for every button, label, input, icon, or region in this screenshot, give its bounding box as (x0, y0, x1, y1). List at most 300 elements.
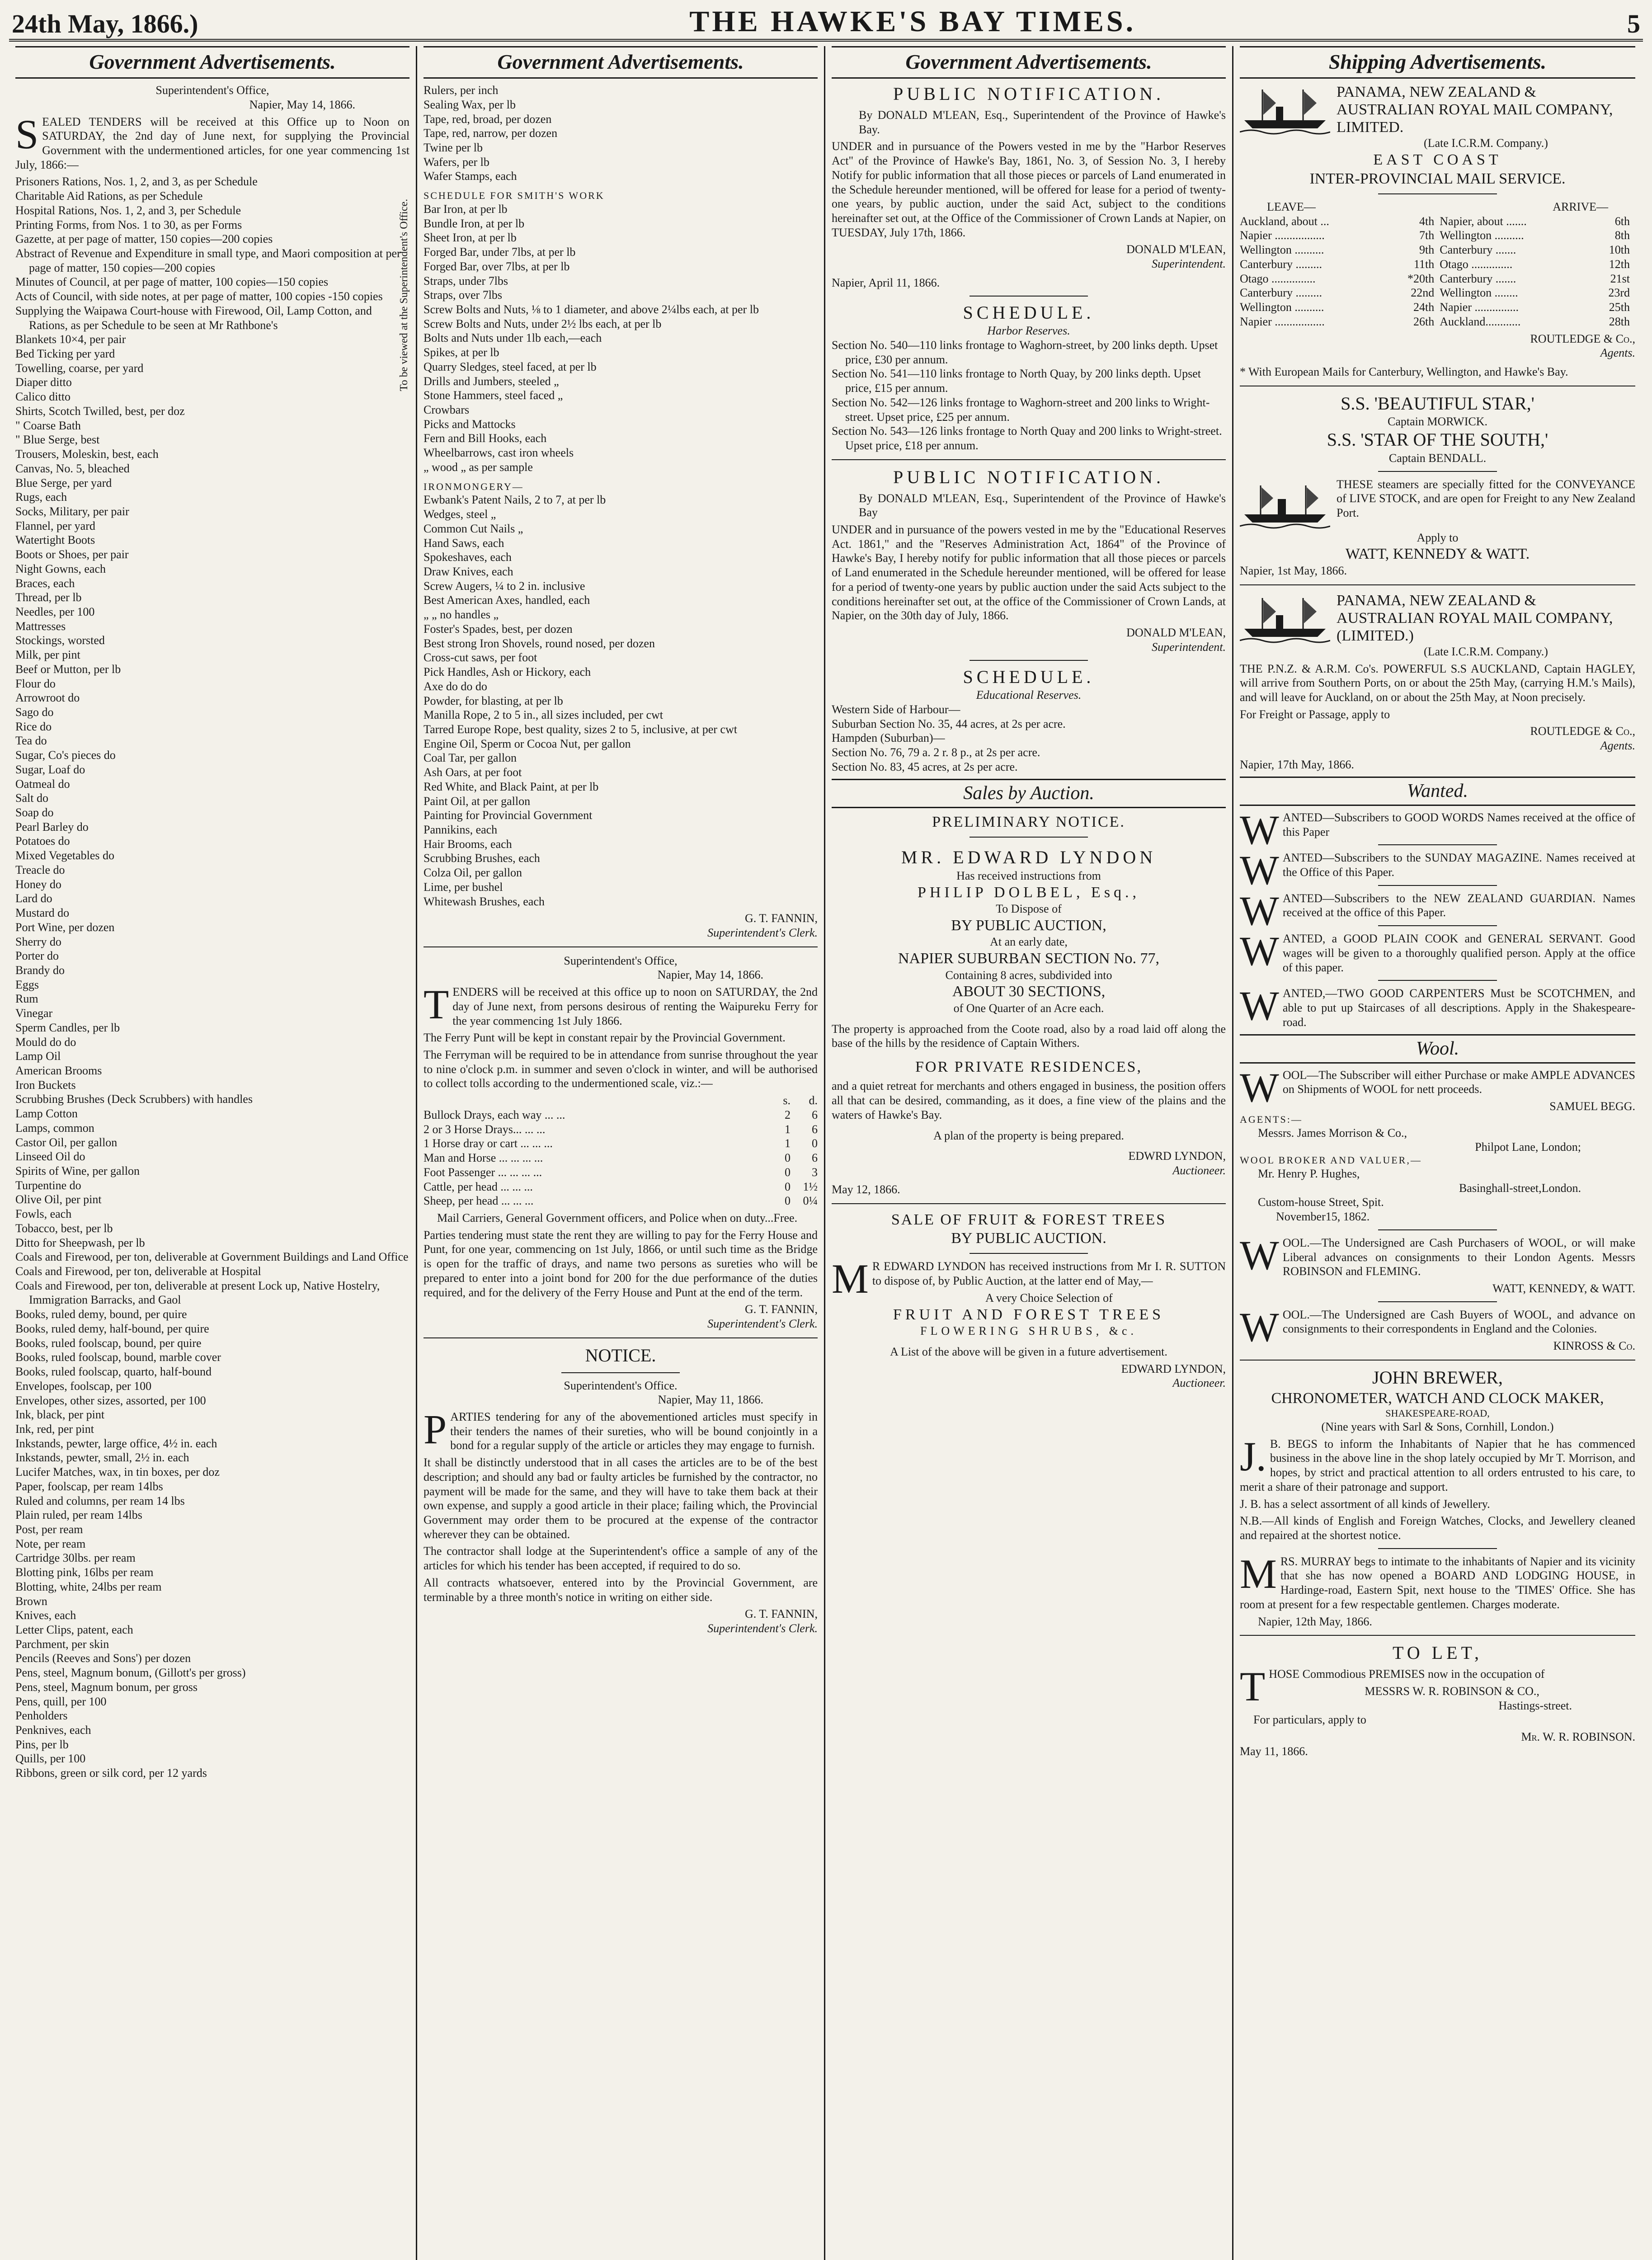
tender-item: Books, ruled demy, half-bound, per quire (15, 1322, 209, 1335)
toll-row (424, 1151, 818, 1165)
tender-item: Minutes of Council, at per page of matter, 100 copies—150 copies (15, 275, 329, 289)
tender-item: Pick Handles, Ash or Hickory, each (424, 665, 591, 679)
ad-date: May 11, 1866. (1240, 1744, 1308, 1758)
tender-item: Plain ruled, per ream 14lbs (15, 1508, 142, 1522)
tender-item: Brown (15, 1594, 47, 1608)
tender-item: Rice do (15, 720, 52, 733)
signature: SAMUEL BEGG. (1549, 1100, 1635, 1113)
auction-line: of One Quarter of an Acre each. (953, 1001, 1104, 1015)
auction-line: A very Choice Selection of (985, 1291, 1113, 1304)
schedule-cell-leave: Wellington .......... (1240, 243, 1324, 257)
tender-item: Pens, steel, Magnum bonum, per gross (15, 1680, 198, 1694)
tender-item: Blotting pink, 16lbs per ream (15, 1566, 154, 1579)
tender-item: Quills, per 100 (15, 1752, 86, 1766)
to-let-heading: TO LET, (1393, 1643, 1483, 1663)
notice-paragraph: It shall be distinctly understood that in all cases the articles are to be of the best description; and should any bad or faulty articles be furnished by the contractor, no payment will be made for the same, and they will have to take them back at their own expense, and supply a good article in their place; failing which, the Provincial Government may order them to be procured at the expense of the contractor wherever they can be obtained. (424, 1456, 818, 1541)
signature: EDWRD LYNDON, (1128, 1149, 1226, 1163)
panama-company-title: PANAMA, NEW ZEALAND & AUSTRALIAN ROYAL MAIL COMPANY, (LIMITED.) (1337, 592, 1613, 644)
tender-item: Port Wine, per dozen (15, 920, 115, 934)
tender-item: Beef or Mutton, per lb (15, 662, 121, 676)
auction-line: FRUIT AND FOREST TREES (893, 1306, 1165, 1323)
steamship-icon (1240, 593, 1330, 643)
brewer-trade: CHRONOMETER, WATCH AND CLOCK MAKER, (1271, 1389, 1604, 1407)
tender-item: Pens, quill, per 100 (15, 1695, 107, 1708)
tender-item: Picks and Mattocks (424, 417, 516, 431)
auction-line: A List of the above will be given in a future advertisement. (890, 1345, 1167, 1358)
tender-item: Fowls, each (15, 1207, 72, 1221)
ferry-date: Napier, May 14, 1866. (657, 968, 763, 982)
schedule-cell-ld: *20th (1407, 272, 1435, 285)
toll-shillings: 1 (785, 1122, 791, 1136)
tender-item: Cross-cut saws, per foot (424, 651, 537, 664)
tender-item: Inkstands, pewter, small, 2½ in. each (15, 1451, 189, 1464)
tender-item: Stockings, worsted (15, 634, 105, 647)
schedule-row (1240, 257, 1635, 272)
signature: G. T. FANNIN, (744, 1303, 818, 1316)
tender-item: „ „ no handles „ (424, 608, 499, 622)
murray-paragraph: MRS. MURRAY begs to intimate to the inhabitants of Napier and its vicinity that she has now opened a BOARD AND LODGING HOUSE, in Hardinge-road, Eastern Spit, next house to the 'TIMES' Office. She has room at present for a few respectable gentlemen. Charges moderate. (1240, 1550, 1635, 1611)
schedule-header (1240, 200, 1635, 214)
brewer-road: SHAKESPEARE-ROAD, (1385, 1408, 1490, 1419)
divider (1378, 1548, 1497, 1549)
schedule-cell-leave: Wellington .......... (1240, 301, 1324, 314)
tender-item: Powder, for blasting, at per lb (424, 694, 563, 707)
divider (970, 837, 1088, 838)
signature: G. T. FANNIN, (744, 1607, 818, 1621)
tender-item: Brandy do (15, 963, 65, 977)
ship-name: S.S. 'STAR OF THE SOUTH,' (1327, 429, 1548, 450)
toll-row (424, 1108, 818, 1122)
tender-item: Night Gowns, each (15, 562, 106, 575)
tender-item: Bundle Iron, at per lb (424, 217, 525, 230)
ship-captain: Captain MORWICK. (1388, 415, 1487, 428)
sales-by-auction-heading: Sales by Auction. (832, 779, 1226, 808)
public-notification-title: PUBLIC NOTIFICATION. (893, 466, 1164, 487)
page-number: 5 (1627, 9, 1640, 38)
schedule-cell-arrive: Auckland............ (1440, 315, 1521, 328)
schedule-cell-leave: Auckland, about ... (1240, 214, 1329, 228)
tender-item: Pannikins, each (424, 823, 498, 836)
ironmongery-items (424, 493, 818, 909)
toll-description: Sheep, per head ... ... ... (424, 1194, 534, 1208)
tender-item: Socks, Military, per pair (15, 504, 129, 518)
schedule-item: Section No. 540—110 links frontage to Waghorn-street, by 200 links depth. Upset price, £30 per annum. (832, 339, 1218, 366)
panama-paragraph: THE P.N.Z. & A.R.M. Co's. POWERFUL S.S AUCKLAND, Captain HAGLEY, will arrive from Southern Ports, on or about the 25th May, (carrying H.M.'s Mails), and will leave for Auckland, on or about the 25th May, at Noon precisely. (1240, 662, 1635, 704)
schedule-item: Section No. 543—126 links frontage to North Quay and 200 links to Wright-street. Upset price, £18 per annum. (832, 424, 1222, 452)
mail-schedule-table (1240, 214, 1635, 329)
tender-item: Best American Axes, handled, each (424, 593, 590, 607)
east-coast: EAST COAST (1373, 151, 1502, 169)
tender-item: Lucifer Matches, wax, in tin boxes, per doz (15, 1465, 220, 1479)
tender-item: Letter Clips, patent, each (15, 1623, 133, 1637)
notification-by: By DONALD M'LEAN, Esq., Superintendent of the Province of Hawke's Bay (859, 491, 1226, 519)
divider (1378, 1229, 1497, 1230)
column-1-heading: Government Advertisements. (15, 46, 409, 79)
schedule-items (832, 702, 1226, 774)
tender-item: Pins, per lb (15, 1737, 69, 1751)
column-1 (9, 46, 417, 2260)
schedule-item: Section No. 542—126 links frontage to Waghorn-street and 200 links to Wright-street. Upset price, £25 per annum. (832, 396, 1210, 424)
side-note: To be viewed at the Superintendent's Office. (398, 199, 410, 391)
tender-item: Mattresses (15, 619, 66, 633)
ship-captain: Captain BENDALL. (1388, 451, 1487, 465)
column-3-heading: Government Advertisements. (832, 46, 1226, 79)
tender-item: Soap do (15, 806, 54, 819)
tender-item: Sugar, Loaf do (15, 763, 85, 776)
office-line: Superintendent's Office, (155, 84, 269, 97)
notice-heading: NOTICE. (585, 1345, 656, 1365)
tender-item: Acts of Council, with side notes, at per page of matter, 100 copies -150 copies (15, 290, 383, 303)
ironmongery-heading: IRONMONGERY— (424, 480, 524, 492)
tender-item: Coals and Firewood, per ton, deliverable at present Lock up, Native Hostelry, Immigration Barracks, and Gaol (15, 1279, 380, 1307)
tender-item: Scrubbing Brushes, each (424, 852, 540, 865)
tender-item: Envelopes, foolscap, per 100 (15, 1379, 152, 1393)
tender-item: Linseed Oil do (15, 1150, 85, 1163)
divider (832, 459, 1226, 460)
schedule-row (1240, 214, 1635, 229)
divider (832, 1203, 1226, 1204)
steamers-paragraph: THESE steamers are specially fitted for the CONVEYANCE of LIVE STOCK, and are open for Freight to any New Zealand Port. (1337, 477, 1635, 520)
ferry-paragraph: The Ferryman will be required to be in attendance from sunrise throughout the year to nine o'clock p.m. in summer and seven o'clock in winter, and will be authorised to collect tolls according to the undermentioned scale, viz.:— (424, 1048, 818, 1090)
tender-item: Envelopes, other sizes, assorted, per 100 (15, 1394, 206, 1407)
tender-item: Rulers, per inch (424, 84, 499, 97)
tender-item: Blankets 10×4, per pair (15, 333, 126, 346)
tender-item: Wafer Stamps, each (424, 170, 517, 183)
schedule-cell-leave: Canterbury ......... (1240, 257, 1322, 271)
auction-line: FLOWERING SHRUBS, &c. (920, 1324, 1137, 1338)
to-let-paragraph: THOSE Commodious PREMISES now in the occupation of (1240, 1663, 1545, 1710)
apply-line: Apply to (1417, 531, 1459, 544)
tender-item: Ink, black, per pint (15, 1408, 105, 1422)
column-2-heading: Government Advertisements. (424, 46, 818, 79)
tender-item: Watertight Boots (15, 533, 95, 547)
tender-item: Pearl Barley do (15, 820, 89, 833)
schedule-cell-ld: 26th (1413, 315, 1435, 328)
private-residences-heading: FOR PRIVATE RESIDENCES, (915, 1059, 1142, 1076)
tender-item: Colza Oil, per gallon (424, 866, 522, 880)
notice-paragraph: All contracts whatsoever, entered into by the Provincial Government, are terminable by a three month's notice in writing on either side. (424, 1576, 818, 1604)
notification-date: Napier, April 11, 1866. (832, 276, 940, 289)
brewer-paragraph: J.B. BEGS to inform the Inhabitants of Napier that he has commenced business in the above line in the shop lately occupied by Mr T. Morrison, and hopes, by strict and practical attention to all orders entrusted to his care, to merit a share of their patronage and support. (1240, 1433, 1635, 1493)
to-let-apply: For particulars, apply to (1253, 1713, 1366, 1727)
toll-description: 2 or 3 Horse Drays... ... ... (424, 1122, 546, 1136)
schedule-cell-arrive: Otago .............. (1440, 257, 1513, 271)
toll-row (424, 1194, 818, 1208)
schedule-title: SCHEDULE. (963, 666, 1095, 687)
tender-item: Rum (15, 992, 38, 1006)
tender-item: Prisoners Rations, Nos. 1, 2, and 3, as per Schedule (15, 175, 258, 188)
schedule-cell-leave: Canterbury ......... (1240, 286, 1322, 300)
toll-shillings: 0 (785, 1194, 791, 1208)
tender-item: Sperm Candles, per lb (15, 1021, 120, 1034)
toll-pence: 3 (812, 1165, 818, 1179)
tender-item: Lamp Oil (15, 1050, 61, 1063)
divider (424, 946, 818, 947)
tender-item: Paper, foolscap, per ream 14lbs (15, 1479, 163, 1493)
ferry-office: Superintendent's Office, (564, 954, 678, 967)
issue-date: 24th May, 1866.) (12, 9, 198, 38)
tender-item: Salt do (15, 791, 48, 805)
schedule-row (1240, 243, 1635, 257)
tender-item: Foster's Spades, best, per dozen (424, 622, 573, 636)
column-4 (1233, 46, 1642, 2260)
public-notification-title: PUBLIC NOTIFICATION. (893, 84, 1164, 104)
schedule-cell-ad: 6th (1614, 214, 1630, 228)
signature-title: Superintendent's Clerk. (707, 1317, 818, 1330)
tender-item: Hair Brooms, each (424, 837, 512, 851)
tender-item: Coals and Firewood, per ton, deliverable at Government Buildings and Land Office (15, 1250, 409, 1264)
panama-company-title: PANAMA, NEW ZEALAND & AUSTRALIAN ROYAL MAIL COMPANY, LIMITED. (1337, 84, 1613, 136)
brewer-paragraph: N.B.—All kinds of English and Foreign Watches, Clocks, and Jewellery cleaned and repaired at the shortest notice. (1240, 1514, 1635, 1542)
tender-item: Oatmeal do (15, 777, 70, 791)
schedule-subtitle: Educational Reserves. (976, 688, 1082, 702)
steamship-icon (1240, 479, 1330, 529)
schedule-cell-leave: Otago ............... (1240, 272, 1316, 285)
schedule-item: Western Side of Harbour— (832, 703, 960, 716)
tender-item: Thread, per lb (15, 591, 82, 604)
tender-item: Supplying the Waipawa Court-house with Firewood, Oil, Lamp Cotton, and Rations, as per Schedule to be seen at Mr Rathbone's (15, 304, 372, 332)
tender-item: Sherry do (15, 935, 61, 948)
tender-item: Post, per ream (15, 1522, 83, 1536)
divider (1378, 925, 1497, 926)
ferry-intro: TENDERS will be received at this office up to noon on SATURDAY, the 2nd day of June next, from persons desirous of renting the Waipureku Ferry for the year commencing 1st July 1866. (424, 981, 818, 1028)
toll-col-pence: d. (809, 1094, 818, 1107)
divider (1378, 885, 1497, 886)
tender-item: Printing Forms, from Nos. 1 to 30, as per Forms (15, 218, 242, 231)
toll-pence: 6 (812, 1108, 818, 1121)
tender-item: Blue Serge, per yard (15, 476, 112, 490)
ship-name: S.S. 'BEAUTIFUL STAR,' (1341, 393, 1534, 414)
wool-heading: Wool. (1240, 1034, 1635, 1064)
tender-item: Needles, per 100 (15, 605, 95, 618)
wool-agent-line: Custom-house Street, Spit. (1258, 1196, 1384, 1209)
wanted-list (1240, 806, 1635, 1030)
auction-line: Containing 8 acres, subdivided into (945, 968, 1112, 982)
tender-item: Boots or Shoes, per pair (15, 548, 129, 561)
tender-item: Castor Oil, per gallon (15, 1135, 118, 1149)
signature: DONALD M'LEAN, (1126, 243, 1226, 256)
tender-item: Books, ruled foolscap, quarto, half-bound (15, 1365, 212, 1379)
tender-item: Wedges, steel „ (424, 508, 496, 521)
schedule-item: Suburban Section No. 35, 44 acres, at 2s per acre. (832, 717, 1066, 730)
tender-item: Lamps, common (15, 1121, 94, 1135)
tender-item: Charitable Aid Rations, as per Schedule (15, 189, 203, 203)
wool-ad: WOOL.—The Undersigned are Cash Purchasers of WOOL, or will make Liberal advances on consignments to their London Agents. Messrs ROBINSON and FLEMING. (1240, 1232, 1635, 1278)
fruit-sale-subheading: BY PUBLIC AUCTION. (951, 1229, 1106, 1247)
tender-item: Penholders (15, 1709, 68, 1723)
agents: ROUTLEDGE & Co., (1530, 725, 1635, 738)
tender-item: Mixed Vegetables do (15, 849, 115, 862)
tender-item: Books, ruled foolscap, bound, marble cover (15, 1351, 221, 1364)
signature: KINROSS & Co. (1553, 1339, 1635, 1353)
wool-ad: WOOL.—The Undersigned are Cash Buyers of WOOL, and advance on consignments to their correspondents in England and the Colonies. (1240, 1304, 1635, 1350)
tender-item: Forged Bar, over 7lbs, at per lb (424, 259, 570, 273)
schedule-cell-leave: Napier ................. (1240, 229, 1325, 242)
tender-item: Bolts and Nuts under 1lb each,—each (424, 331, 602, 345)
tender-item: Sugar, Co's pieces do (15, 749, 116, 762)
divider (1240, 1360, 1635, 1361)
tender-item: Straps, over 7lbs (424, 288, 503, 302)
tender-item: Ruled and columns, per ream 14 lbs (15, 1494, 185, 1507)
wanted-ad: WANTED,—TWO GOOD CARPENTERS Must be SCOTCHMEN, and able to put up Staircases of all descriptions. Apply in the Shakespeare-road. (1240, 983, 1635, 1029)
signature-title: Superintendent's Clerk. (707, 1622, 818, 1635)
schedule-cell-arrive: Wellington ........ (1440, 286, 1518, 300)
auction-client: PHILIP DOLBEL, Esq., (917, 884, 1140, 901)
schedule-cell-ld: 11th (1413, 257, 1435, 271)
tender-item: Hand Saws, each (424, 536, 504, 550)
tender-item: Screw Bolts and Nuts, ⅛ to 1 diameter, and above 2¼lbs each, at per lb (424, 303, 759, 316)
schedule-item: Section No. 541—110 links frontage to North Quay, by 200 links depth. Upset price, £15 per annum. (832, 367, 1201, 395)
schedule-cell-ad: 8th (1614, 229, 1630, 242)
toll-pence: 6 (812, 1122, 818, 1136)
schedule-item: Section No. 76, 79 a. 2 r. 8 p., at 2s per acre. (832, 746, 1040, 759)
auction-line: Has received instructions from (956, 869, 1101, 883)
agents: ROUTLEDGE & Co., (1530, 332, 1635, 345)
tender-item: Axe do do do (424, 679, 487, 693)
tender-item: Tape, red, broad, per dozen (424, 112, 552, 126)
tender-items-list (15, 174, 409, 1780)
toll-description: Bullock Drays, each way ... ... (424, 1108, 565, 1121)
tender-item: Straps, under 7lbs (424, 274, 508, 287)
columns (9, 46, 1643, 2260)
tender-item: Draw Knives, each (424, 565, 513, 579)
toll-pence: 6 (812, 1151, 818, 1165)
tender-item: Diaper ditto (15, 376, 72, 389)
tender-item: Gazette, at per page of matter, 150 copies—200 copies (15, 232, 273, 246)
tender-item: Best strong Iron Shovels, round nosed, per dozen (424, 636, 655, 650)
divider (561, 1372, 680, 1373)
divider (1378, 980, 1497, 981)
to-let-firm: MESSRS W. R. ROBINSON & CO., (1365, 1684, 1539, 1698)
signature: G. T. FANNIN, (744, 912, 818, 925)
column-3 (825, 46, 1233, 2260)
schedule-cell-arrive: Napier, about ....... (1440, 214, 1527, 228)
wanted-heading: Wanted. (1240, 777, 1635, 806)
tender-item: Ribbons, green or silk cord, per 12 yards (15, 1766, 207, 1780)
tender-item: Whitewash Brushes, each (424, 895, 545, 908)
tender-item: Stone Hammers, steel faced „ (424, 389, 563, 402)
tender-item: Screw Bolts and Nuts, under 2½ lbs each, at per lb (424, 317, 662, 330)
tender-item: Parchment, per skin (15, 1637, 109, 1651)
tender-item: Coal Tar, per gallon (424, 751, 517, 765)
tender-item: Note, per ream (15, 1537, 86, 1550)
wool-agent-line: Philpot Lane, London; (1475, 1140, 1581, 1154)
schedule-items (832, 338, 1226, 453)
tender-item: Pencils (Reeves and Sons') per dozen (15, 1652, 191, 1665)
tender-item: Knives, each (15, 1609, 76, 1622)
tender-item: " Coarse Bath (15, 419, 81, 432)
toll-description: Man and Horse ... ... ... ... (424, 1151, 543, 1165)
steamship-icon (1240, 85, 1330, 135)
tender-item: Towelling, coarse, per yard (15, 361, 144, 375)
schedule-cell-ad: 28th (1609, 315, 1630, 328)
brewer-name: JOHN BREWER, (1372, 1367, 1503, 1388)
tender-item: Calico ditto (15, 390, 71, 404)
auctioneer-name: MR. EDWARD LYNDON (901, 847, 1157, 868)
tender-item: Vinegar (15, 1007, 53, 1020)
schedule-cell-ld: 9th (1419, 243, 1435, 257)
schedule-cell-ld: 24th (1413, 301, 1435, 314)
plan-note: A plan of the property is being prepared. (933, 1129, 1124, 1142)
toll-shillings: 0 (785, 1151, 791, 1165)
signature-title: Superintendent. (1152, 257, 1226, 271)
tender-item: Braces, each (15, 576, 75, 590)
schedule-row (1240, 300, 1635, 315)
tender-item: Tobacco, best, per lb (15, 1221, 113, 1235)
tender-item: Treacle do (15, 863, 65, 876)
agents-title: Agents. (1600, 346, 1635, 360)
tender-item: Books, ruled foolscap, bound, per quire (15, 1336, 202, 1350)
ad-date: Napier, 17th May, 1866. (1240, 758, 1354, 771)
panama-late-note: (Late I.C.R.M. Company.) (1424, 137, 1548, 150)
smith-heading: SCHEDULE FOR SMITH'S WORK (424, 190, 605, 202)
toll-shillings: 1 (785, 1137, 791, 1150)
tender-item: Hospital Rations, Nos. 1, 2, and 3, per Schedule (15, 203, 241, 217)
ferry-paragraph: Parties tendering must state the rent they are willing to pay for the Ferry House and Punt, for one year, commencing on 1st July, 1866, or until such time as the Bridge is open for the traffic of drays, and name two persons as sureties who will be prepared to enter into a joint bond for 200 for the due performance of the duties required, and for the delivery of the Ferry House and Punt at the end of the term. (424, 1228, 818, 1299)
auction-line: At an early date, (990, 935, 1068, 949)
toll-row (424, 1136, 818, 1151)
tender-item: Arrowroot do (15, 691, 80, 705)
tender-item: Sheet Iron, at per lb (424, 231, 517, 245)
signature: DONALD M'LEAN, (1126, 626, 1226, 640)
schedule-row (1240, 315, 1635, 329)
tender-item: Spokeshaves, each (424, 551, 512, 564)
toll-pence: 0 (812, 1137, 818, 1150)
tender-item: Eggs (15, 978, 39, 991)
signature-title: Auctioneer. (1172, 1376, 1226, 1390)
tender-item: Penknives, each (15, 1723, 91, 1737)
wanted-ad: WANTED—Subscribers to GOOD WORDS Names received at the office of this Paper (1240, 806, 1635, 853)
toll-description: Foot Passenger ... ... ... ... (424, 1165, 542, 1179)
agents-title: Agents. (1600, 739, 1635, 753)
divider (1378, 193, 1497, 194)
schedule-row (1240, 228, 1635, 243)
agents: WATT, KENNEDY & WATT. (1345, 546, 1530, 563)
tender-item: Turpentine do (15, 1178, 81, 1192)
tender-item: Screw Augers, ¼ to 2 in. inclusive (424, 579, 585, 593)
notification-body: UNDER and in pursuance of the powers vested in me by the "Educational Reserves Act. 1861," and the "Reserves Administration Act, 1864" of the Province of Hawke's Bay, I hereby notify for public information that all those pieces or parcels of Land enumerated in the Schedule hereunder mentioned, will be offered for lease for a period of twenty-one years by public auction under the said Acts subject to the conditions hereinafter set out, at the office of the Commissioner of Crown Lands, at Napier, on the 30th day of July, 1866. (832, 523, 1226, 622)
tender-item: Manilla Rope, 2 to 5 in., all sizes included, per cwt (424, 708, 663, 722)
tender-item: Books, ruled demy, bound, per quire (15, 1308, 187, 1321)
tender-item: Ash Oars, at per foot (424, 766, 522, 779)
toll-row (424, 1180, 818, 1194)
divider (1240, 584, 1635, 585)
schedule-cell-arrive: Wellington .......... (1440, 229, 1524, 242)
tender-item: Lime, per bushel (424, 880, 503, 894)
signature: EDWARD LYNDON, (1121, 1362, 1226, 1375)
tender-item: Sealing Wax, per lb (424, 98, 516, 111)
tender-item: Canvas, No. 5, bleached (15, 461, 130, 475)
divider (970, 296, 1088, 297)
auction-property: NAPIER SUBURBAN SECTION No. 77, (898, 950, 1160, 967)
toll-row (424, 1165, 818, 1180)
toll-shillings: 0 (785, 1165, 791, 1179)
notice-paragraph: PARTIES tendering for any of the abovementioned articles must specify in their tenders the names of their sureties, who will be bound conjointly in a bond for a regular supply of the article or articles they may engage to furnish. (424, 1406, 818, 1452)
mail-service: INTER-PROVINCIAL MAIL SERVICE. (1309, 170, 1566, 187)
toll-pence: 1½ (803, 1180, 818, 1193)
dateline: Napier, May 14, 1866. (249, 98, 355, 111)
tender-item: „ wood „ as per sample (424, 460, 533, 474)
auction-line: ABOUT 30 SECTIONS, (952, 983, 1106, 1000)
tender-item: Inkstands, pewter, large office, 4½ in. each (15, 1436, 217, 1450)
auction-paragraph: and a quiet retreat for merchants and others engaged in business, the position offers all that can be desired, commanding, as it does, a fine view of the plains and the waters of Hawke's Bay. (832, 1079, 1226, 1121)
toll-table (424, 1093, 818, 1208)
tender-item: Cartridge 30lbs. per ream (15, 1551, 136, 1565)
tender-item: Coals and Firewood, per ton, deliverable at Hospital (15, 1265, 261, 1278)
toll-description: 1 Horse dray or cart ... ... ... (424, 1137, 553, 1150)
wool-agent-line: November15, 1862. (1276, 1210, 1370, 1224)
tender-item: Olive Oil, per pint (15, 1193, 102, 1206)
